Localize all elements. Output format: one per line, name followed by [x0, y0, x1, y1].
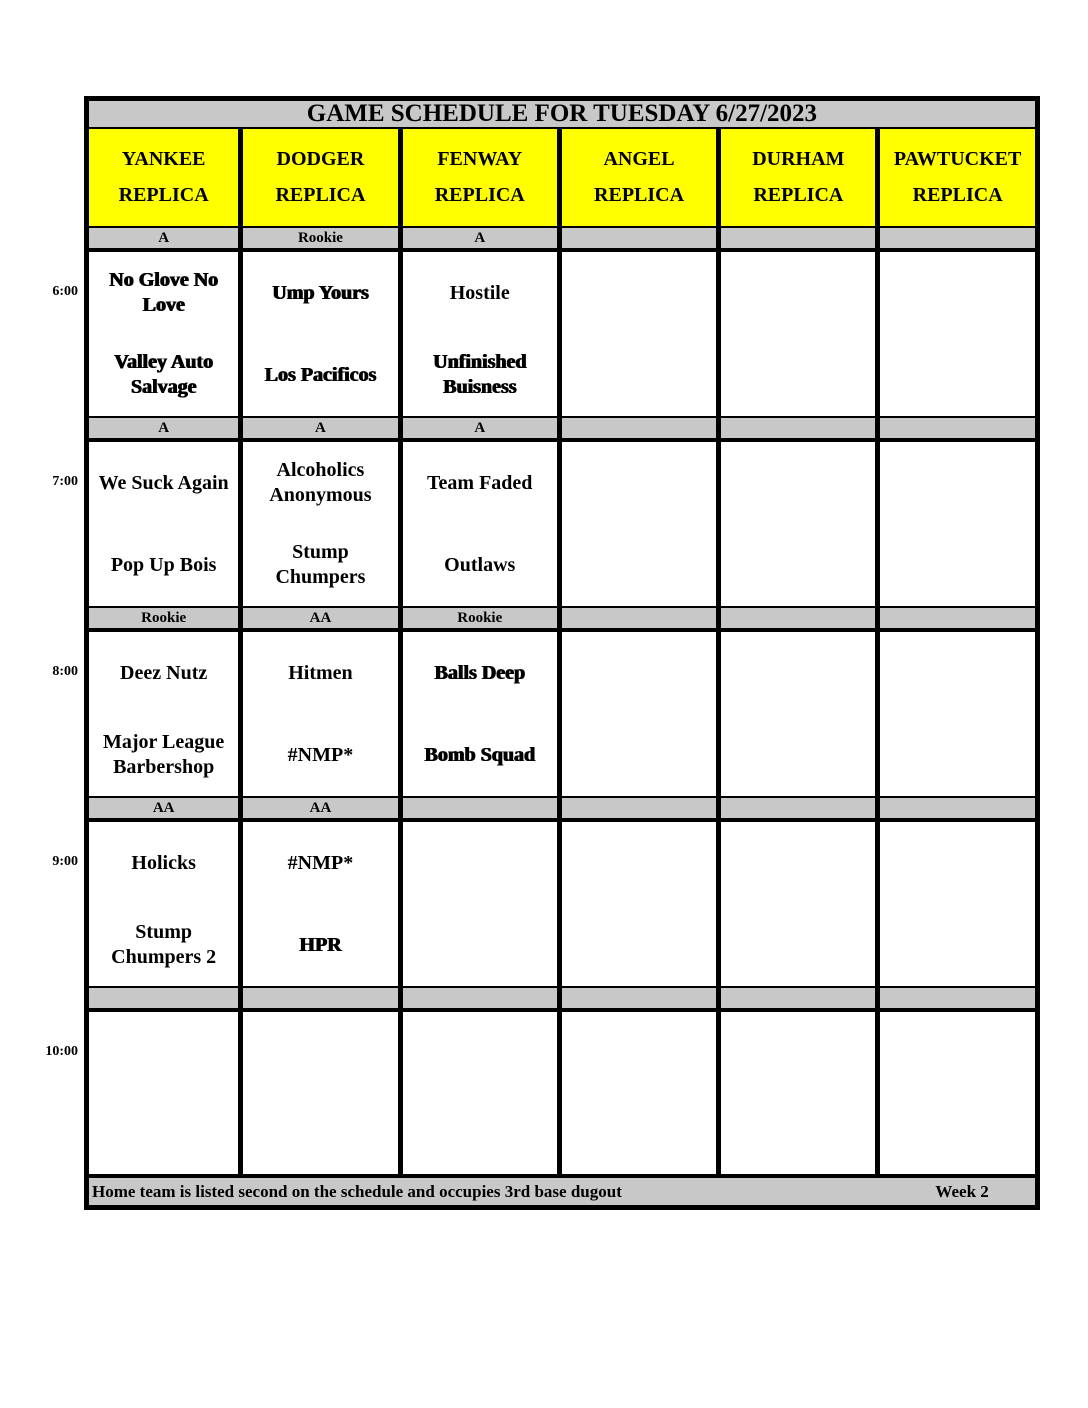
game-cell [562, 822, 721, 988]
division-bar [880, 798, 1039, 822]
away-team [403, 1012, 557, 1093]
home-team [721, 904, 875, 986]
field-name: DODGER [276, 148, 365, 170]
field-name: YANKEE [121, 148, 206, 170]
game-cell [403, 252, 562, 418]
time-label: 7:00 [52, 474, 78, 489]
home-team [562, 524, 716, 606]
game-cell [880, 822, 1039, 988]
schedule-table [36, 96, 1040, 1210]
home-team: Bomb Squad [424, 743, 536, 766]
field-sub: REPLICA [753, 184, 844, 206]
field-header [562, 129, 721, 228]
home-team [562, 1093, 716, 1174]
division-bar [721, 988, 880, 1012]
away-team: Deez Nutz [120, 661, 208, 684]
home-team [562, 334, 716, 416]
away-team: Hitmen [288, 661, 353, 684]
away-team [880, 442, 1034, 524]
division-bar: AA [243, 608, 402, 632]
home-team [562, 904, 716, 986]
away-team [721, 822, 875, 904]
home-team [243, 1093, 397, 1174]
division-bar: A [403, 228, 562, 252]
home-team [880, 524, 1034, 606]
game-cell [243, 442, 402, 608]
home-team: #NMP* [287, 743, 354, 766]
home-team [721, 334, 875, 416]
away-team [89, 1012, 238, 1093]
division-bar [880, 228, 1039, 252]
division-bar: AA [243, 798, 402, 822]
away-team: Ump Yours [272, 281, 369, 304]
time-label: 10:00 [45, 1044, 78, 1059]
game-cell [721, 252, 880, 418]
home-team: Pop Up Bois [110, 553, 217, 576]
field-name: PAWTUCKET [893, 148, 1022, 170]
home-team [880, 334, 1034, 416]
division-bar [84, 988, 243, 1012]
game-cell [562, 252, 721, 418]
away-team [721, 442, 875, 524]
division-bar [562, 798, 721, 822]
away-team: No Glove No Love [109, 269, 219, 316]
division-bar: Rookie [84, 608, 243, 632]
away-team [562, 252, 716, 334]
home-team [880, 714, 1034, 796]
away-team [562, 822, 716, 904]
home-team [880, 904, 1034, 986]
game-cell [562, 632, 721, 798]
field-sub: REPLICA [912, 184, 1003, 206]
field-header [84, 129, 243, 228]
home-team [721, 524, 875, 606]
home-team: Valley Auto Salvage [114, 351, 214, 398]
away-team [243, 1012, 397, 1093]
game-cell [243, 822, 402, 988]
away-team [721, 1012, 875, 1093]
home-team [721, 1093, 875, 1174]
game-cell [84, 252, 243, 418]
division-bar [562, 988, 721, 1012]
division-bar [880, 608, 1039, 632]
home-team: Los Pacificos [264, 363, 377, 386]
division-bar: Rookie [403, 608, 562, 632]
time-label: 8:00 [52, 664, 78, 679]
home-team: Major League Barbershop [103, 731, 225, 778]
division-bar [562, 228, 721, 252]
week-label: Week 2 [935, 1181, 989, 1201]
game-cell [880, 1012, 1039, 1178]
field-name: DURHAM [752, 148, 845, 170]
game-cell [84, 632, 243, 798]
time-label: 9:00 [52, 854, 78, 869]
game-cell [84, 822, 243, 988]
division-bar [562, 418, 721, 442]
field-header [721, 129, 880, 228]
division-bar [403, 798, 562, 822]
division-bar: Rookie [243, 228, 402, 252]
game-cell [403, 442, 562, 608]
field-name: ANGEL [603, 148, 675, 170]
away-team: We Suck Again [98, 471, 229, 494]
game-cell [880, 442, 1039, 608]
field-name: FENWAY [437, 148, 523, 170]
footer-note: Home team is listed second on the schedule and occupies 3rd base dugout [92, 1181, 622, 1201]
division-bar: A [84, 418, 243, 442]
division-bar: AA [84, 798, 243, 822]
field-sub: REPLICA [275, 184, 366, 206]
home-team [89, 1093, 238, 1174]
footer-bar [84, 1178, 1040, 1210]
home-team: Stump Chumpers [275, 541, 366, 588]
game-cell [84, 1012, 243, 1178]
game-cell [403, 632, 562, 798]
division-bar [880, 418, 1039, 442]
home-team [403, 1093, 557, 1174]
home-team [562, 714, 716, 796]
field-sub: REPLICA [118, 184, 209, 206]
away-team [562, 442, 716, 524]
division-bar: A [243, 418, 402, 442]
field-header [243, 129, 402, 228]
away-team [403, 822, 557, 904]
field-sub: REPLICA [434, 184, 525, 206]
home-team [403, 904, 557, 986]
division-bar: A [84, 228, 243, 252]
home-team: Outlaws [444, 553, 516, 576]
game-cell [403, 1012, 562, 1178]
game-cell [880, 632, 1039, 798]
game-cell [243, 632, 402, 798]
away-team [880, 1012, 1034, 1093]
division-bar [721, 228, 880, 252]
away-team [721, 632, 875, 714]
away-team [562, 632, 716, 714]
home-team [880, 1093, 1034, 1174]
game-cell [243, 1012, 402, 1178]
game-cell [721, 822, 880, 988]
game-cell [880, 252, 1039, 418]
game-cell [721, 442, 880, 608]
division-bar [721, 798, 880, 822]
away-team [880, 822, 1034, 904]
away-team [880, 252, 1034, 334]
away-team [880, 632, 1034, 714]
away-team: Team Faded [427, 471, 533, 494]
away-team: Hostile [449, 281, 510, 304]
field-header [403, 129, 562, 228]
home-team: Unfinished Buisness [433, 351, 527, 398]
game-cell [403, 822, 562, 988]
home-team [721, 714, 875, 796]
away-team: Alcoholics Anonymous [269, 459, 372, 506]
field-sub: REPLICA [594, 184, 685, 206]
time-label: 6:00 [52, 284, 78, 299]
field-header [880, 129, 1039, 228]
game-cell [562, 442, 721, 608]
home-team: Stump Chumpers 2 [111, 921, 217, 968]
division-bar [721, 418, 880, 442]
schedule-title: GAME SCHEDULE FOR TUESDAY 6/27/2023 [84, 96, 1040, 129]
division-bar: A [403, 418, 562, 442]
game-cell [721, 632, 880, 798]
game-cell [562, 1012, 721, 1178]
away-team: Holicks [131, 851, 196, 874]
division-bar [562, 608, 721, 632]
game-cell [243, 252, 402, 418]
home-team: HPR [299, 933, 342, 956]
division-bar [403, 988, 562, 1012]
away-team: Balls Deep [434, 661, 526, 684]
away-team [562, 1012, 716, 1093]
division-bar [880, 988, 1039, 1012]
away-team: #NMP* [287, 851, 354, 874]
game-cell [721, 1012, 880, 1178]
division-bar [721, 608, 880, 632]
away-team [721, 252, 875, 334]
division-bar [243, 988, 402, 1012]
game-cell [84, 442, 243, 608]
